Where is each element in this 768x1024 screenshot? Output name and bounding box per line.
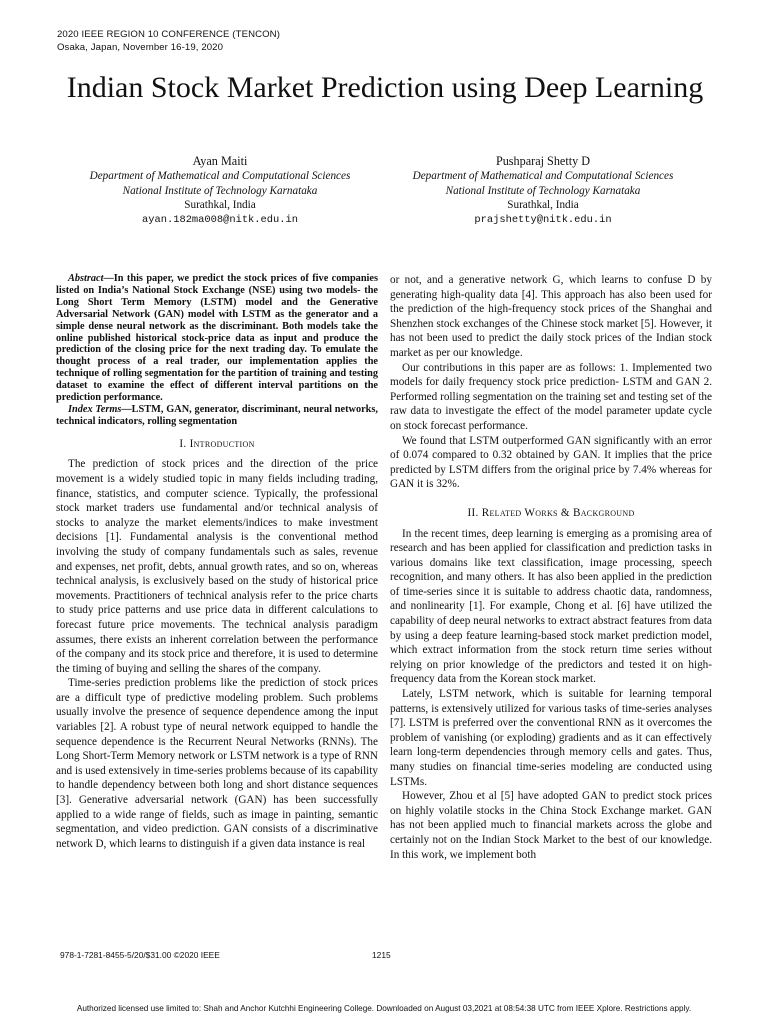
author-name: Ayan Maiti (192, 154, 248, 168)
abstract-text: —In this paper, we predict the stock prices of five companies listed on India’s National Stock Exchange (NSE) using two models- the Long Short Term Memory (LSTM) model and the Generative Adversarial Network (GAN) model with LSTM as the generator and a simple dense neural network as the discriminant. Both models take the online published historical stock-price data as input and produce the prediction of the closing price for the next trading day. To emulate the thought process of a real trader, our implementation applies the technique of rolling segmentation for the partition of training and testing dataset to examine the effect of different interval partitions on the prediction performance. (56, 273, 378, 404)
author-block-1 (55, 153, 385, 227)
related-paragraph-2: Lately, LSTM network, which is suitable for learning temporal patterns, is extensively utilized for various tasks of time-series analyses [7]. LSTM is preferred over the conventional RNN as it overcomes the problem of vanishing (or exploding) gradients and as it can effectively learn long-term dependencies through memory cells and gates. Thus, many studies on financial time-series modeling are conducted using LSTMs. (390, 688, 712, 788)
related-paragraph-1: In the recent times, deep learning is emerging as a promising area of research and has been applied for classification and prediction tasks in various domains like text classification, image processing, speech recognition, and many others. It has also been applied in the prediction of time-series since it is suitable to address chaotic data, randomness, and nonlinearity [1]. For example, Chong et al. [6] have utilized the capability of deep neural networks to extract abstract features from data by using a deep feature learning-based stock market prediction model, which extract information from the stock return time series without relying on prior knowledge of the predictors and tested it on high-frequency data from the Korean stock market. (390, 527, 712, 686)
author-email: ayan.182ma008@nitk.edu.in (142, 213, 298, 226)
conference-header (57, 29, 280, 54)
intro-paragraph-4: Our contributions in this paper are as follows: 1. Implemented two models for daily frequency stock price prediction- LSTM and GAN 2. Performed rolling segmentation on the training set and testing set of the raw data to investigate the effect of the model parameter update cycle on stock forecast performance. (390, 361, 712, 432)
author-institute: National Institute of Technology Karnataka (122, 184, 318, 197)
related-paragraph-3: However, Zhou et al [5] have adopted GAN to predict stock prices on highly volatile stocks in the China Stock Exchange market. GAN has not been applied much to financial markets across the globe and certainly not on the Indian Stock Market to the best of our knowledge. In this work, we implement both (390, 790, 712, 861)
intro-paragraph-5: We found that LSTM outperformed GAN significantly with an error of 0.074 compared to 0.32 obtained by GAN. It implies that the price predicted by LSTM differs from the original price by 7.4% whereas for GAN it is 32%. (390, 434, 712, 491)
author-department: Department of Mathematical and Computational Sciences (412, 170, 674, 182)
conference-name: 2020 IEEE REGION 10 CONFERENCE (TENCON) (57, 29, 281, 40)
author-city: Surathkal, India (184, 199, 256, 211)
abstract-label: Abstract (68, 273, 104, 284)
author-name: Pushparaj Shetty D (495, 154, 591, 168)
right-column (390, 273, 712, 862)
section-heading-introduction: I. Introduction (179, 437, 255, 450)
license-notice: Authorized licensed use limited to: Shah and Anchor Kutchhi Engineering College. Downloaded on August 03,2021 at 08:54:38 UTC from IEEE Xplore. Restrictions apply. (76, 1004, 692, 1013)
author-department: Department of Mathematical and Computational Sciences (89, 170, 351, 182)
intro-paragraph-3: or not, and a generative network G, which learns to confuse D by generating high-quality data [4]. This approach has also been used for the prediction of the high-frequency stock prices of the Shanghai and Shenzhen stock exchanges of the Chinese stock market [5]. However, it has not been used to predict the daily stock prices of the Indian stock market as per our knowledge. (390, 274, 712, 359)
page-number: 1215 (372, 950, 391, 960)
author-block-2 (378, 153, 708, 227)
paper-title: Indian Stock Market Prediction using Deep Learning (66, 71, 704, 104)
author-email: prajshetty@nitk.edu.in (474, 213, 612, 226)
author-city: Surathkal, India (507, 199, 579, 211)
section-heading-related-works: II. Related Works & Background (467, 506, 635, 519)
abstract (56, 273, 378, 404)
index-terms-label: Index Terms (68, 403, 122, 415)
index-terms-text: —LSTM, GAN, generator, discriminant, neural networks, technical indicators, rolling segmentation (56, 403, 378, 427)
intro-paragraph-2: Time-series prediction problems like the prediction of stock prices are a difficult type of predictive modeling problem. Such problems usually involve the presence of sequence dependence among the input variables [2]. A robust type of neural network equipped to handle the sequence dependence is the Recurrent Neural Networks (RNNs). The Long Short-Term Memory network or LSTM network is a type of RNN and is used extensively in time-series problems because of its capability to handle dependency between both long and short distance sequences [3]. Generative adversarial network (GAN) has been successfully applied to a wide range of fields, such as image in painting, semantic segmentation, and video prediction. GAN consists of a discriminative network D, which learns to distinguish if a given data instance is real (56, 677, 378, 850)
index-terms (56, 404, 378, 428)
left-column (56, 273, 378, 851)
author-institute: National Institute of Technology Karnataka (445, 184, 641, 197)
footer-isbn: 978-1-7281-8455-5/20/$31.00 ©2020 IEEE (60, 950, 220, 960)
conference-location: Osaka, Japan, November 16-19, 2020 (57, 41, 224, 53)
intro-paragraph-1: The prediction of stock prices and the direction of the price movement is a widely studied topic in many fields including trading, finance, statistics, and computer science. Typically, the professional stock market traders use fundamental and/or technical analysis of stocks to analyze the market elements/indices to make investment decisions [1]. Fundamental analysis is the conventional method involving the study of company fundamentals such as sales, revenue and expenses, net profit, debts, annual growth rates, and so on, whereas technical analysis, is exclusively based on the study of historical price movements. Practitioners of technical analysis refer to the price charts to study price patterns and use price data in different calculations to forecast future price movements. The technical analysis paradigm assumes, there exists an inherent correlation between the performance of the company and its stock price and therefore, it is used to determine the timing of buying and selling the shares of the company. (56, 458, 378, 675)
